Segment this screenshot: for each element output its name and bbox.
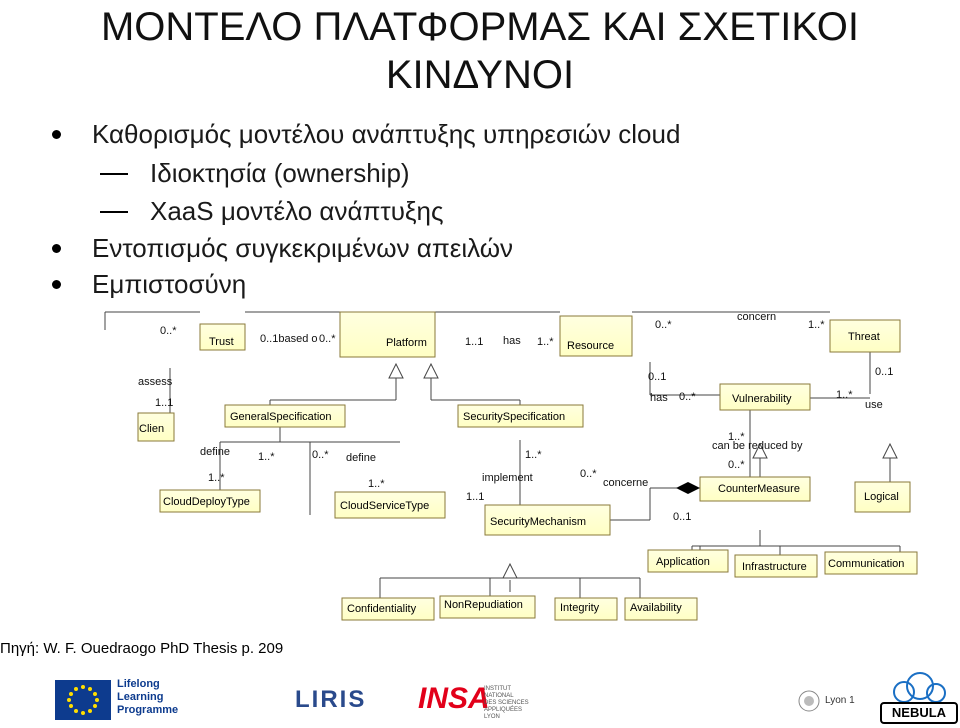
- association-label: implement: [482, 472, 533, 484]
- class-label: Trust: [209, 336, 234, 348]
- class-label: CloudDeployType: [163, 496, 250, 508]
- association-label: use: [865, 399, 883, 411]
- class-label: Communication: [828, 558, 905, 570]
- multiplicity-label: 0..1: [875, 366, 894, 378]
- class-label: Application: [656, 556, 710, 568]
- association-label: concern: [737, 311, 777, 323]
- bullet-text: Καθορισμός μοντέλου ανάπτυξης υπηρεσιών cloud: [92, 119, 681, 149]
- class-label: CounterMeasure: [718, 483, 800, 495]
- association-label: 0..1based o: [260, 333, 318, 345]
- multiplicity-label: 1..*: [525, 449, 542, 461]
- class-integrity: [555, 598, 617, 620]
- association-label: concerne: [603, 477, 649, 489]
- lyon1-logo: [798, 690, 858, 716]
- bullet-dot-icon: [52, 280, 61, 289]
- multiplicity-label: 1..1: [466, 491, 485, 503]
- class-label: CloudServiceType: [340, 500, 430, 512]
- class-label: GeneralSpecification: [230, 411, 332, 423]
- bullet-dash-icon: [100, 211, 128, 213]
- sub-bullet-text: XaaS μοντέλο ανάπτυξης: [150, 196, 444, 226]
- bullet-item: [92, 268, 246, 300]
- multiplicity-label: 0..*: [679, 391, 696, 403]
- class-label: SecurityMechanism: [490, 516, 586, 528]
- class-security-specification: [458, 405, 583, 427]
- nebula-cloud-icon: [884, 670, 954, 706]
- bullet-text: Εμπιστοσύνη: [92, 269, 247, 299]
- lifelong-learning-logo: [55, 678, 179, 722]
- multiplicity-label: 1..*: [368, 478, 385, 490]
- multiplicity-label: 1..*: [728, 431, 745, 443]
- logo-text: INSA: [418, 682, 490, 715]
- class-communication: [825, 552, 917, 574]
- logo-text: Lyon 1: [825, 695, 855, 706]
- class-trust: [200, 324, 245, 350]
- multiplicity-label: 1..*: [836, 389, 853, 401]
- class-client: [138, 413, 174, 441]
- logo-text: INSTITUT NATIONAL: [484, 686, 514, 699]
- multiplicity-label: 0..*: [655, 319, 672, 331]
- association-label: define: [346, 452, 376, 464]
- bullet-item: [92, 118, 680, 150]
- logo-text: LYON: [484, 714, 500, 720]
- eu-flag-icon: [55, 680, 111, 720]
- class-label: Threat: [848, 331, 880, 343]
- logo-text: Learning: [117, 691, 164, 703]
- multiplicity-label: 0..*: [580, 468, 597, 480]
- source-citation: Πηγή: W. F. Ouedraogo PhD Thesis p. 209: [0, 640, 284, 657]
- class-threat: [830, 320, 900, 352]
- insa-logo: [418, 682, 538, 722]
- class-label: Clien: [139, 423, 165, 435]
- class-label: NonRepudiation: [444, 599, 523, 611]
- multiplicity-label: 0..*: [312, 449, 329, 461]
- sub-bullet-text: Ιδιοκτησία (ownership): [150, 158, 410, 188]
- association-label: has: [650, 392, 668, 404]
- multiplicity-label: 0..*: [319, 333, 336, 345]
- slide-title-line2: ΚΙΝΔΥΝΟΙ: [385, 53, 575, 97]
- composition-diamond-icon: [676, 482, 700, 494]
- bullet-item: [92, 232, 513, 264]
- class-label: Logical: [864, 491, 899, 503]
- liris-logo: [295, 686, 385, 716]
- bullet-text: Εντοπισμός συγκεκριμένων απειλών: [92, 233, 514, 263]
- multiplicity-label: 0..1: [673, 511, 692, 523]
- class-platform: [340, 312, 435, 357]
- class-resource: [560, 316, 632, 356]
- class-label: Platform: [386, 337, 427, 349]
- logo-text: LIRIS: [295, 686, 367, 713]
- class-cloud-service-type: [335, 492, 445, 518]
- class-label: Vulnerability: [732, 393, 792, 405]
- class-logical: [855, 482, 910, 512]
- multiplicity-label: 0..*: [728, 459, 745, 471]
- bullet-dot-icon: [52, 244, 61, 253]
- class-nonrepudiation: [440, 596, 535, 618]
- lyon1-emblem-icon: [798, 690, 820, 712]
- logo-text: Programme: [117, 704, 179, 716]
- association-label: assess: [138, 376, 173, 388]
- logo-text: DES SCIENCES: [484, 700, 529, 706]
- class-label: Availability: [630, 602, 682, 614]
- class-infrastructure: [735, 555, 817, 577]
- multiplicity-label: 1..1: [155, 397, 174, 409]
- class-label: Confidentiality: [347, 603, 417, 615]
- logo-text: NEBULA: [891, 705, 947, 720]
- class-label: Integrity: [560, 602, 600, 614]
- class-cloud-deploy-type: [160, 490, 260, 512]
- association-label: has: [503, 335, 521, 347]
- uml-platform-model-diagram: [0, 300, 960, 630]
- slide-title-line1: ΜΟΝΤΕΛΟ ΠΛΑΤΦΟΡΜΑΣ ΚΑΙ ΣΧΕΤΙΚΟΙ: [100, 5, 859, 49]
- multiplicity-label: 1..1: [465, 336, 484, 348]
- class-application: [648, 550, 728, 572]
- class-label: SecuritySpecification: [463, 411, 566, 423]
- multiplicity-label: 1..*: [258, 451, 275, 463]
- multiplicity-label: 1..*: [537, 336, 554, 348]
- class-general-specification: [225, 405, 345, 427]
- multiplicity-label: 0..1: [648, 371, 667, 383]
- logo-text: APPLIQUÉES: [484, 707, 523, 713]
- association-label: can be reduced by: [712, 440, 803, 452]
- association-label: define: [200, 446, 230, 458]
- multiplicity-label: 1..*: [208, 472, 225, 484]
- class-label: Infrastructure: [742, 561, 807, 573]
- bullet-dash-icon: [100, 173, 128, 175]
- class-vulnerability: [720, 384, 810, 410]
- multiplicity-label: 1..*: [808, 319, 825, 331]
- class-countermeasure: [700, 477, 810, 501]
- class-label: Resource: [567, 340, 615, 352]
- sub-bullet-item: [150, 157, 410, 189]
- sub-bullet-item: [150, 195, 444, 227]
- logo-text: Lifelong: [117, 678, 160, 690]
- class-security-mechanism: [485, 505, 610, 535]
- bullet-dot-icon: [52, 130, 61, 139]
- class-availability: [625, 598, 697, 620]
- nebula-badge: [880, 702, 958, 724]
- multiplicity-label: 0..*: [160, 325, 177, 337]
- class-confidentiality: [342, 598, 434, 620]
- nebula-logo: [880, 670, 958, 726]
